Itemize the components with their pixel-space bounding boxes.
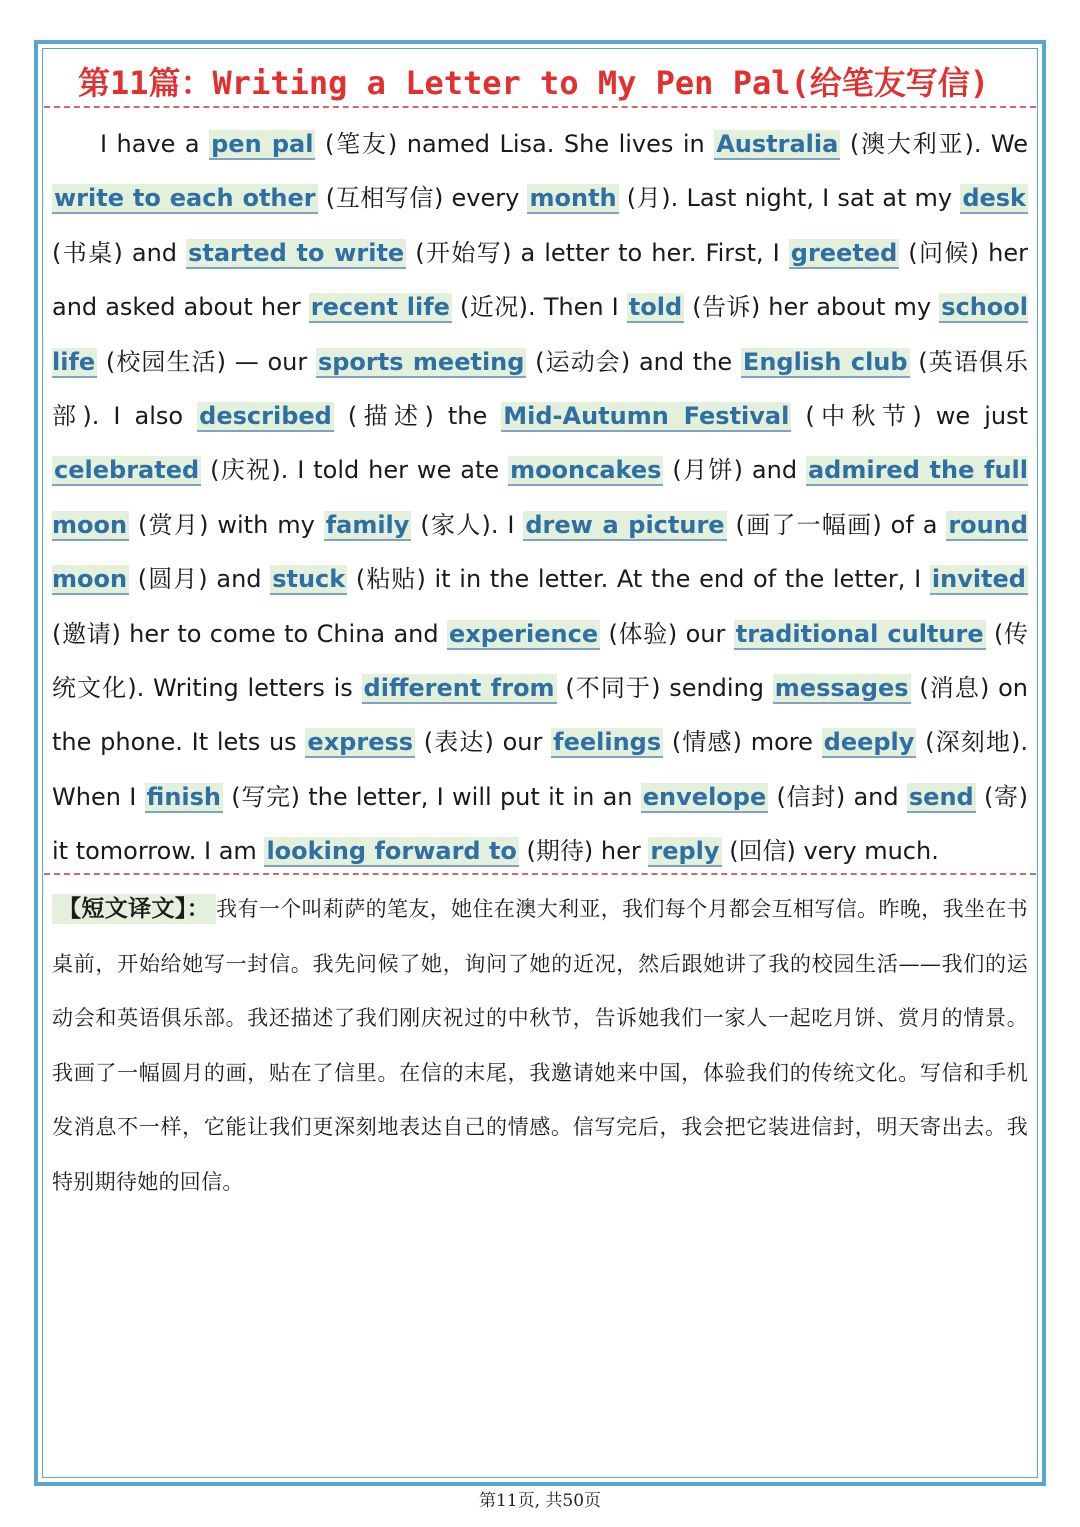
passage-segment: (中秋节) we just [791, 402, 1028, 431]
passage-segment: (圆月) and [129, 565, 271, 594]
passage-segment: (粘贴) it in the letter. At the end of the letter, I [347, 565, 930, 594]
passage-segment: (传统文化). Writing letters is [52, 619, 1029, 703]
translation-label: 【短文译文】： [52, 894, 216, 924]
passage-segment: (情感) more [663, 728, 822, 757]
passage-segment: (家人). I [411, 510, 524, 539]
keyword-highlight: admired the full moon [52, 456, 1029, 539]
passage-segment: (邀请) her to come to China and [52, 619, 447, 648]
keyword-highlight: desk [962, 184, 1027, 213]
passage-segment: (深刻地). When I [52, 728, 1029, 811]
passage-segment: (体验) our [600, 619, 734, 648]
translation-block [52, 882, 1028, 1209]
passage-segment: (期待) her [518, 837, 649, 866]
passage-segment: (庆祝). I told her we ate [201, 456, 509, 485]
keyword-highlight: month [529, 184, 617, 213]
keyword-highlight: finish [146, 782, 222, 811]
article-title: 第11篇：Writing a Letter to My Pen Pal(给笔友写信) [78, 64, 990, 102]
keyword-highlight: celebrated [54, 456, 200, 485]
passage-segment: (问候) her and asked about her [52, 238, 1029, 322]
passage-segment: (赏月) with my [129, 510, 324, 539]
keyword-highlight: stuck [272, 565, 346, 594]
passage-segment: (近况). Then I [451, 293, 627, 322]
keyword-highlight: family [325, 510, 410, 539]
keyword-highlight: told [628, 293, 683, 322]
passage-segment: (笔友) named Lisa. She lives in [315, 130, 715, 158]
keyword-highlight: feelings [553, 728, 662, 757]
passage-segment: (寄) it tomorrow. I am [52, 782, 1029, 866]
keyword-highlight: write to each other [54, 184, 316, 213]
keyword-highlight: school life [52, 293, 1028, 376]
keyword-highlight: envelope [642, 782, 767, 811]
page-footer: 第11页, 共50页 [478, 1491, 602, 1511]
keyword-highlight: express [307, 728, 414, 757]
keyword-highlight: sports meeting [317, 347, 525, 376]
translation-text: 我有一个叫莉萨的笔友，她住在澳大利亚，我们每个月都会互相写信。昨晚，我坐在书桌前，开始给她写一封信。我先问候了她，询问了她的近况，然后跟她讲了我的校园生活——我们的运动会和英语俱乐部。我还描述了我们刚庆祝过的中秋节，告诉她我们一家人一起吃月饼、赏月的情景。我画了一幅圆月的画，贴在了信里。在信的末尾，我邀请她来中国，体验我们的传统文化。写信和手机发消息不一样，它能让我们更深刻地表达自己的情感。信写完后，我会把它装进信封，明天寄出去。我特别期待她的回信。 [52, 897, 1028, 1194]
passage-segment: (写完) the letter, I will put it in an [223, 782, 641, 811]
passage-segment: (信封) and [768, 782, 907, 811]
passage-segment: (英语俱乐部). I also [52, 347, 1028, 431]
passage-segment: (运动会) and the [526, 347, 741, 376]
keyword-highlight: experience [448, 619, 599, 648]
passage-segment: (不同于) sending [556, 674, 773, 703]
keyword-highlight: looking forward to [266, 837, 517, 866]
keyword-highlight: recent life [310, 293, 450, 322]
keyword-highlight: round moon [52, 510, 1028, 594]
keyword-highlight: greeted [790, 238, 898, 267]
passage-segment: (画了一幅画) of a [726, 510, 947, 539]
passage-segment: (开始写) a letter to her. First, I [406, 238, 789, 267]
passage-segment: (互相写信) every [317, 184, 528, 213]
keyword-highlight: invited [931, 565, 1026, 594]
keyword-highlight: pen pal [211, 130, 314, 158]
keyword-highlight: English club [742, 347, 908, 376]
title-divider [44, 106, 1036, 108]
passage-segment: (月). Last night, I sat at my [618, 184, 961, 213]
passage-segment: (月饼) and [663, 456, 806, 485]
passage-segment: (校园生活) — our [97, 347, 316, 376]
passage-segment: (书桌) and [52, 238, 187, 267]
passage-segment: (告诉) her about my [684, 293, 940, 322]
keyword-highlight: messages [774, 674, 909, 703]
passage-segment: (消息) on the phone. It lets us [52, 674, 1028, 757]
keyword-highlight: Australia [716, 130, 839, 158]
keyword-highlight: started to write [188, 238, 405, 267]
passage-text [52, 117, 1028, 879]
keyword-highlight: traditional culture [735, 619, 984, 648]
keyword-highlight: send [908, 782, 974, 811]
keyword-highlight: described [199, 402, 332, 431]
passage-segment: I have a [100, 130, 210, 158]
passage-segment: (回信) very much. [721, 837, 939, 866]
keyword-highlight: mooncakes [510, 456, 662, 485]
keyword-highlight: different from [363, 674, 555, 703]
passage-segment: (描述) the [333, 402, 502, 431]
keyword-highlight: deeply [823, 728, 915, 757]
passage-segment: (表达) our [415, 728, 552, 757]
keyword-highlight: reply [650, 837, 720, 866]
keyword-highlight: drew a picture [525, 510, 725, 539]
keyword-highlight: Mid-Autumn Festival [503, 402, 790, 431]
section-divider [44, 873, 1036, 875]
passage-segment: (澳大利亚). We [840, 130, 1029, 158]
